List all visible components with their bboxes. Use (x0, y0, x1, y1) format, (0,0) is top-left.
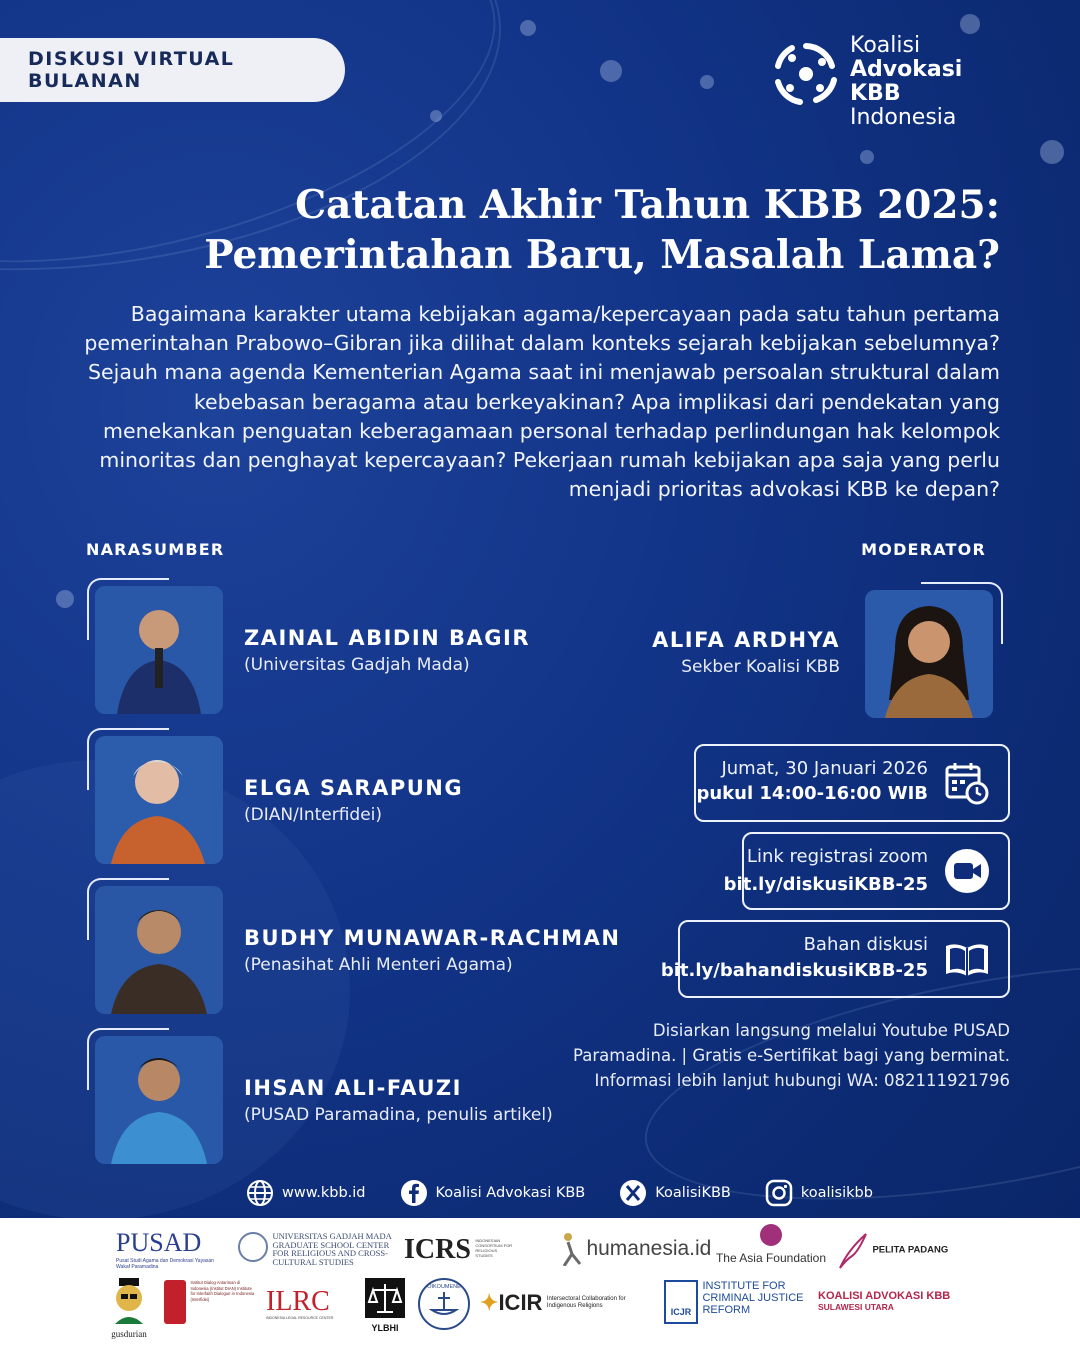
decor-dot (700, 75, 714, 89)
speaker-name: ELGA SARAPUNG (244, 776, 464, 800)
speaker-photo (95, 586, 225, 716)
decor-dot (1040, 140, 1064, 164)
speaker-photo (95, 886, 225, 1016)
decor-dot (56, 590, 74, 608)
interfidei-mark-icon (164, 1280, 186, 1324)
scales-of-justice-icon (365, 1278, 405, 1318)
speaker-photo (95, 736, 225, 866)
event-title-line2: Pemerintahan Baru, Masalah Lama? (204, 232, 1000, 278)
website-text: www.kbb.id (282, 1185, 366, 1201)
org-logo (768, 33, 1008, 130)
event-title-line1: Catatan Akhir Tahun KBB 2025: (295, 182, 1000, 228)
social-links (246, 1178, 907, 1208)
event-time: pukul 14:00-16:00 WIB (696, 783, 928, 804)
asia-foundation-mark-icon (760, 1224, 782, 1246)
broadcast-note (550, 1018, 1010, 1093)
instagram-link[interactable] (765, 1179, 873, 1207)
note-line: Disiarkan langsung melalui Youtube PUSAD (652, 1021, 1010, 1040)
moderator-portrait-image (865, 590, 993, 718)
decor-dot (430, 110, 442, 122)
event-date: Jumat, 30 Januari 2026 (721, 758, 928, 779)
icrs-logo: ICRS INDONESIAN CONSORTIUM FOR RELIGIOUS STUDIES (404, 1234, 513, 1265)
icjr-mark-icon: ICJR (664, 1280, 698, 1324)
registration-box (723, 832, 1010, 910)
org-logo-text (850, 34, 1008, 130)
moderator-photo (865, 590, 995, 720)
kbb-sulut-logo: KOALISI ADVOKASI KBB SULAWESI UTARA (818, 1290, 951, 1312)
note-line: Paramadina. | Gratis e-Sertifikat bagi yang berminat. (573, 1046, 1010, 1065)
facebook-link[interactable] (400, 1179, 586, 1207)
event-description (80, 300, 1000, 504)
speaker-affiliation: (DIAN/Interfidei) (244, 805, 383, 825)
decor-dot (960, 14, 980, 34)
speaker-name: ZAINAL ABIDIN BAGIR (244, 626, 530, 650)
decor-dot (520, 20, 536, 36)
icir-logo: ✦ICIR Intersectoral Collaboration for Indigenous Religions (480, 1290, 626, 1315)
org-logo-line2: Advokasi KBB (850, 57, 963, 106)
description-line: menjadi prioritas advokasi KBB ke depan? (568, 477, 1000, 502)
partner-logos-footer (0, 1218, 1080, 1350)
event-title (100, 180, 1000, 280)
pelita-padang-logo: PELITA PADANG (838, 1230, 958, 1270)
dove-icon (838, 1230, 868, 1270)
calendar-clock-icon (944, 760, 990, 806)
globe-icon (246, 1179, 274, 1207)
pusad-logo: PUSAD Pusat Studi Agama dan Demokrasi Yayasan Wakaf Paramadina (116, 1228, 214, 1270)
icjr-logo: ICJR INSTITUTE FOR CRIMINAL JUSTICE REFORM (664, 1280, 810, 1324)
decor-dot (860, 150, 874, 164)
moderator-affiliation: Sekber Koalisi KBB (681, 657, 840, 677)
ilrc-logo: ILRC INDONESIA LEGAL RESOURCE CENTER (266, 1286, 334, 1320)
ylbhi-logo: YLBHI (364, 1278, 406, 1333)
schedule-box (694, 744, 1010, 822)
speaker-portrait-image (95, 886, 223, 1014)
description-line: minoritas dan penghayat kepercayaan? Pekerjaan rumah kebijakan apa saja yang perlu (99, 448, 1000, 473)
speaker-name: IHSAN ALI-FAUZI (244, 1076, 462, 1100)
speaker-portrait-image (95, 736, 223, 864)
org-logo-icon (768, 36, 844, 112)
description-line: Sejauh mana agenda Kementerian Agama saat ini menjawab persoalan struktural dalam (88, 360, 1000, 385)
speakers-label: NARASUMBER (86, 540, 225, 559)
ugm-seal-icon (238, 1232, 268, 1262)
materials-box (660, 920, 1010, 998)
materials-link[interactable]: bit.ly/bahandiskusiKBB-25 (660, 960, 928, 981)
speaker-affiliation: (Penasihat Ahli Menteri Agama) (244, 955, 513, 975)
registration-link[interactable]: bit.ly/diskusiKBB-25 (723, 874, 928, 895)
ugm-crcs-logo: UNIVERSITAS GADJAH MADA GRADUATE SCHOOL CENTER FOR RELIGIOUS AND CROSS-CULTURAL STUDIES (238, 1232, 398, 1266)
humanesia-figure-icon (558, 1232, 582, 1266)
interfidei-logo: Institut Dialog Antariman di Indonesia (Institut DIAN) Institute for Interfaith Dialogue in Indonesia (Interfidei) (164, 1280, 260, 1324)
oikoumene-logo: OIKOUMENE (418, 1278, 470, 1330)
description-line: Bagaimana karakter utama kebijakan agama/kepercayaan pada satu tahun pertama (130, 302, 1000, 326)
moderator-name: ALIFA ARDHYA (652, 628, 840, 652)
event-series-badge: DISKUSI VIRTUAL BULANAN (0, 38, 345, 102)
org-logo-line3: Indonesia (850, 105, 957, 130)
x-link[interactable] (619, 1179, 731, 1207)
facebook-icon (400, 1179, 428, 1207)
instagram-text: koalisikbb (800, 1185, 873, 1201)
org-logo-line1: Koalisi (850, 33, 921, 58)
speaker-affiliation: (PUSAD Paramadina, penulis artikel) (244, 1105, 553, 1125)
speaker-photo (95, 1036, 225, 1166)
speaker-portrait-image (95, 586, 223, 714)
decor-dot (600, 60, 622, 82)
registration-label: Link registrasi zoom (746, 846, 928, 867)
asia-foundation-logo: The Asia Foundation (712, 1224, 830, 1265)
x-text: KoalisiKBB (655, 1185, 731, 1201)
ship-cross-icon (429, 1290, 459, 1318)
moderator-label: MODERATOR (861, 540, 986, 559)
materials-label: Bahan diskusi (803, 934, 928, 955)
humanesia-logo: humanesia.id (558, 1232, 711, 1266)
description-line: kebebasan beragama atau berkeyakinan? Apa implikasi dari pendekatan yang (193, 389, 1000, 414)
gusdurian-face-icon (109, 1276, 149, 1324)
speaker-name: BUDHY MUNAWAR-RACHMAN (244, 926, 621, 950)
description-line: menekankan penguatan keberagamaan personal terhadap perlindungan hak kelompok (103, 418, 1000, 443)
description-line: pemerintahan Prabowo–Gibran jika dilihat dalam konteks sejarah kebijakan sebelumnya? (84, 331, 1000, 356)
x-icon (619, 1179, 647, 1207)
speaker-affiliation: (Universitas Gadjah Mada) (244, 655, 470, 675)
gusdurian-logo: gusdurian (104, 1276, 154, 1339)
instagram-icon (765, 1179, 793, 1207)
open-book-icon (944, 936, 990, 982)
video-camera-icon (944, 848, 990, 894)
facebook-text: Koalisi Advokasi KBB (435, 1185, 586, 1201)
speaker-portrait-image (95, 1036, 223, 1164)
note-line: Informasi lebih lanjut hubungi WA: 082111921796 (594, 1071, 1010, 1090)
website-link[interactable] (246, 1179, 366, 1207)
